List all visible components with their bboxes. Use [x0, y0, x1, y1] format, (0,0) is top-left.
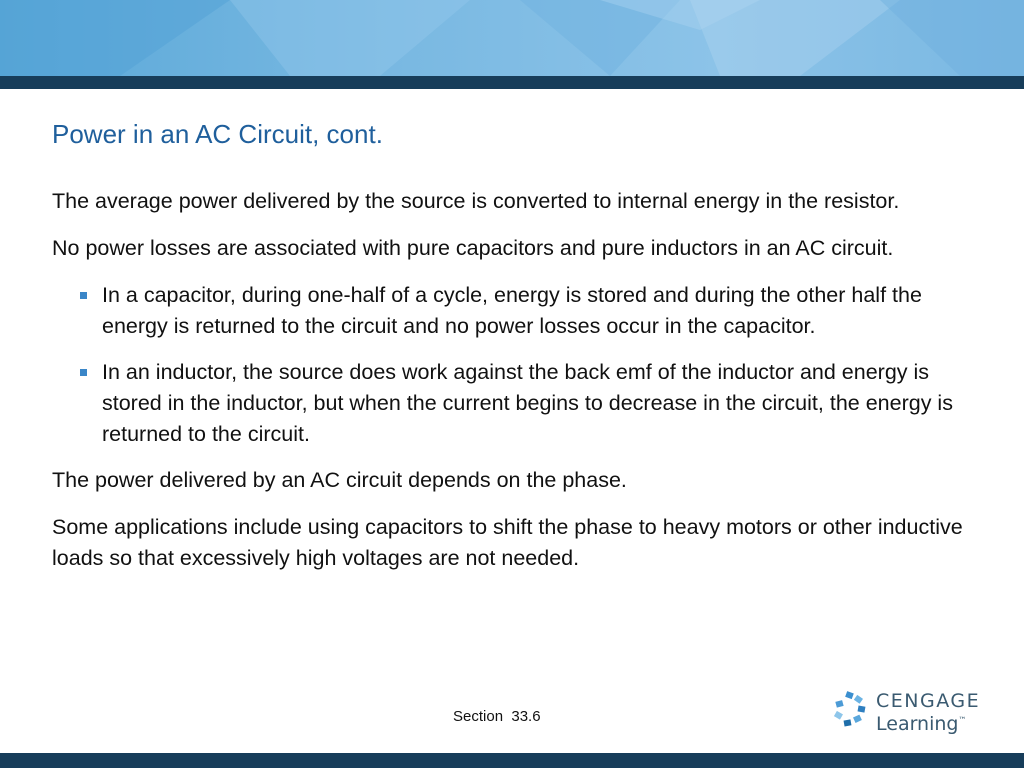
logo-wordmark-sub	[876, 713, 967, 735]
cengage-swirl-icon	[832, 690, 868, 730]
bullet-item	[52, 280, 987, 342]
header-banner	[0, 0, 1024, 76]
bullet-item	[52, 357, 987, 450]
bullet-text: In an inductor, the source does work against the back emf of the inductor and energy is stored in the inductor, but when the current begins to decrease in the circuit, the energy is returned to the circuit.	[102, 360, 953, 446]
paragraph: The power delivered by an AC circuit depends on the phase.	[52, 468, 627, 492]
logo-wordmark: CENGAGE	[876, 690, 981, 712]
trademark-symbol: ™	[958, 715, 967, 725]
bullet-text: In a capacitor, during one-half of a cycle, energy is stored and during the other half the energy is returned to the circuit and no power losses occur in the capacitor.	[102, 283, 922, 338]
bullet-square-icon	[80, 369, 87, 376]
slide-body	[52, 186, 987, 590]
slide-title: Power in an AC Circuit, cont.	[52, 119, 383, 149]
paragraph: Some applications include using capacitors to shift the phase to heavy motors or other inductive loads so that excessively high voltages are not needed.	[52, 515, 963, 570]
paragraph: No power losses are associated with pure capacitors and pure inductors in an AC circuit.	[52, 236, 894, 260]
banner-pattern	[0, 0, 1024, 76]
logo-sub-text: Learning	[876, 713, 959, 735]
cengage-logo	[832, 688, 982, 738]
footer-bar	[0, 753, 1024, 768]
header-bar	[0, 76, 1024, 89]
paragraph: The average power delivered by the source is converted to internal energy in the resistor.	[52, 189, 900, 213]
section-label: Section 33.6	[453, 708, 541, 725]
bullet-list	[52, 280, 987, 450]
bullet-square-icon	[80, 292, 87, 299]
